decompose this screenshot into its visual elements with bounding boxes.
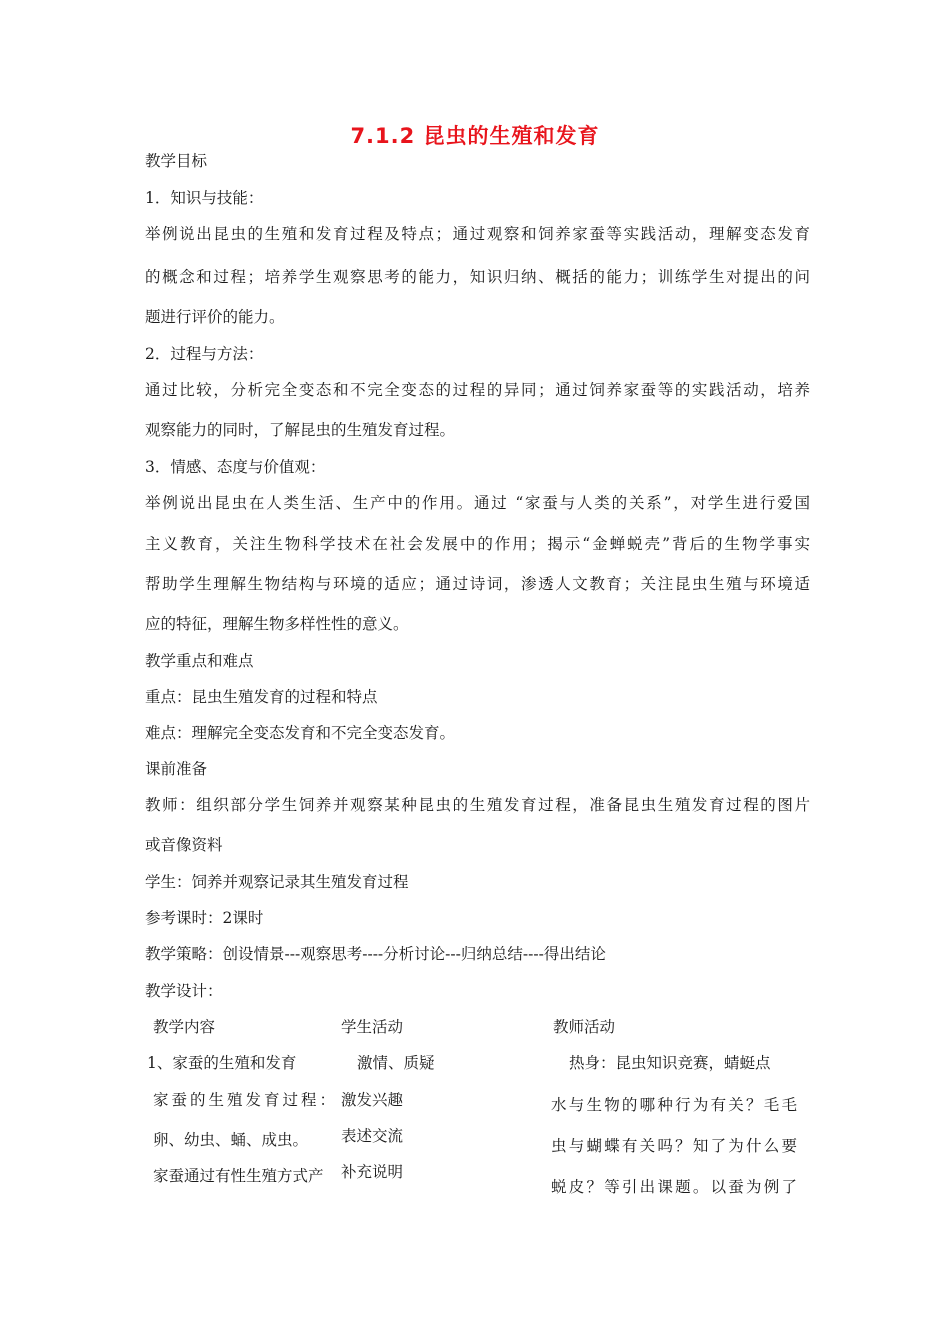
table-cell-content: 1、家蚕的生殖和发育 (147, 1054, 297, 1072)
table-cell-teacher: 蜕皮？等引出课题。以蚕为例了 (551, 1178, 797, 1196)
student-prep-line: 学生：饲养并观察记录其生殖发育过程 (145, 873, 409, 891)
paragraph-line: 题进行评价的能力。 (145, 308, 285, 326)
teacher-prep-line: 或音像资料 (145, 836, 223, 854)
strategy-line: 教学策略：创设情景---观察思考----分析讨论---归纳总结----得出结论 (145, 945, 606, 963)
paragraph-line: 的概念和过程；培养学生观察思考的能力，知识归纳、概括的能力；训练学生对提出的问 (145, 268, 810, 286)
table-cell-content: 卵、幼虫、蛹、成虫。 (153, 1131, 309, 1149)
subheading-process: 2．过程与方法： (145, 345, 264, 363)
subheading-knowledge: 1．知识与技能： (145, 189, 264, 207)
difficulty-line: 难点：理解完全变态发育和不完全变态发育。 (145, 724, 456, 742)
document-title: 7.1.2 昆虫的生殖和发育 (350, 124, 600, 148)
class-hours-line: 参考课时：2课时 (145, 909, 264, 927)
table-cell-content: 家蚕的生殖发育过程： (153, 1091, 335, 1109)
section-heading-preparation: 课前准备 (145, 760, 208, 778)
paragraph-line: 帮助学生理解生物结构与环境的适应；通过诗词，渗透人文教育；关注昆虫生殖与环境适 (145, 575, 810, 593)
paragraph-line: 举例说出昆虫在人类生活、生产中的作用。通过 “家蚕与人类的关系”，对学生进行爱国 (145, 494, 810, 512)
paragraph-line: 应的特征，理解生物多样性性的意义。 (145, 615, 409, 633)
subheading-attitude: 3．情感、态度与价值观： (145, 458, 326, 476)
table-header-teacher: 教师活动 (553, 1018, 616, 1036)
table-cell-teacher: 热身：昆虫知识竞赛，蜻蜓点 (569, 1054, 771, 1072)
table-cell-teacher: 虫与蝴蝶有关吗？知了为什么要 (551, 1137, 797, 1155)
section-heading-design: 教学设计： (145, 982, 223, 1000)
table-header-content: 教学内容 (153, 1018, 216, 1036)
table-cell-student: 补充说明 (341, 1163, 404, 1181)
paragraph-line: 通过比较，分析完全变态和不完全变态的过程的异同；通过饲养家蚕等的实践活动，培养 (145, 381, 810, 399)
table-cell-teacher: 水与生物的哪种行为有关？毛毛 (551, 1096, 797, 1114)
section-heading-key-points: 教学重点和难点 (145, 652, 254, 670)
key-point-line: 重点：昆虫生殖发育的过程和特点 (145, 688, 378, 706)
teacher-prep-line: 教师：组织部分学生饲养并观察某种昆虫的生殖发育过程，准备昆虫生殖发育过程的图片 (145, 796, 810, 814)
paragraph-line: 主义教育，关注生物科学技术在社会发展中的作用；揭示“金蝉蜕壳”背后的生物学事实 (145, 535, 810, 553)
table-cell-student: 激发兴趣 (341, 1091, 404, 1109)
table-cell-student: 表述交流 (341, 1127, 404, 1145)
table-cell-student: 激情、质疑 (357, 1054, 435, 1072)
paragraph-line: 观察能力的同时，了解昆虫的生殖发育过程。 (145, 421, 456, 439)
table-cell-content: 家蚕通过有性生殖方式产 (153, 1167, 324, 1185)
table-header-student: 学生活动 (341, 1018, 404, 1036)
paragraph-line: 举例说出昆虫的生殖和发育过程及特点；通过观察和饲养家蚕等实践活动，理解变态发育 (145, 225, 810, 243)
section-heading-objectives: 教学目标 (145, 152, 208, 170)
